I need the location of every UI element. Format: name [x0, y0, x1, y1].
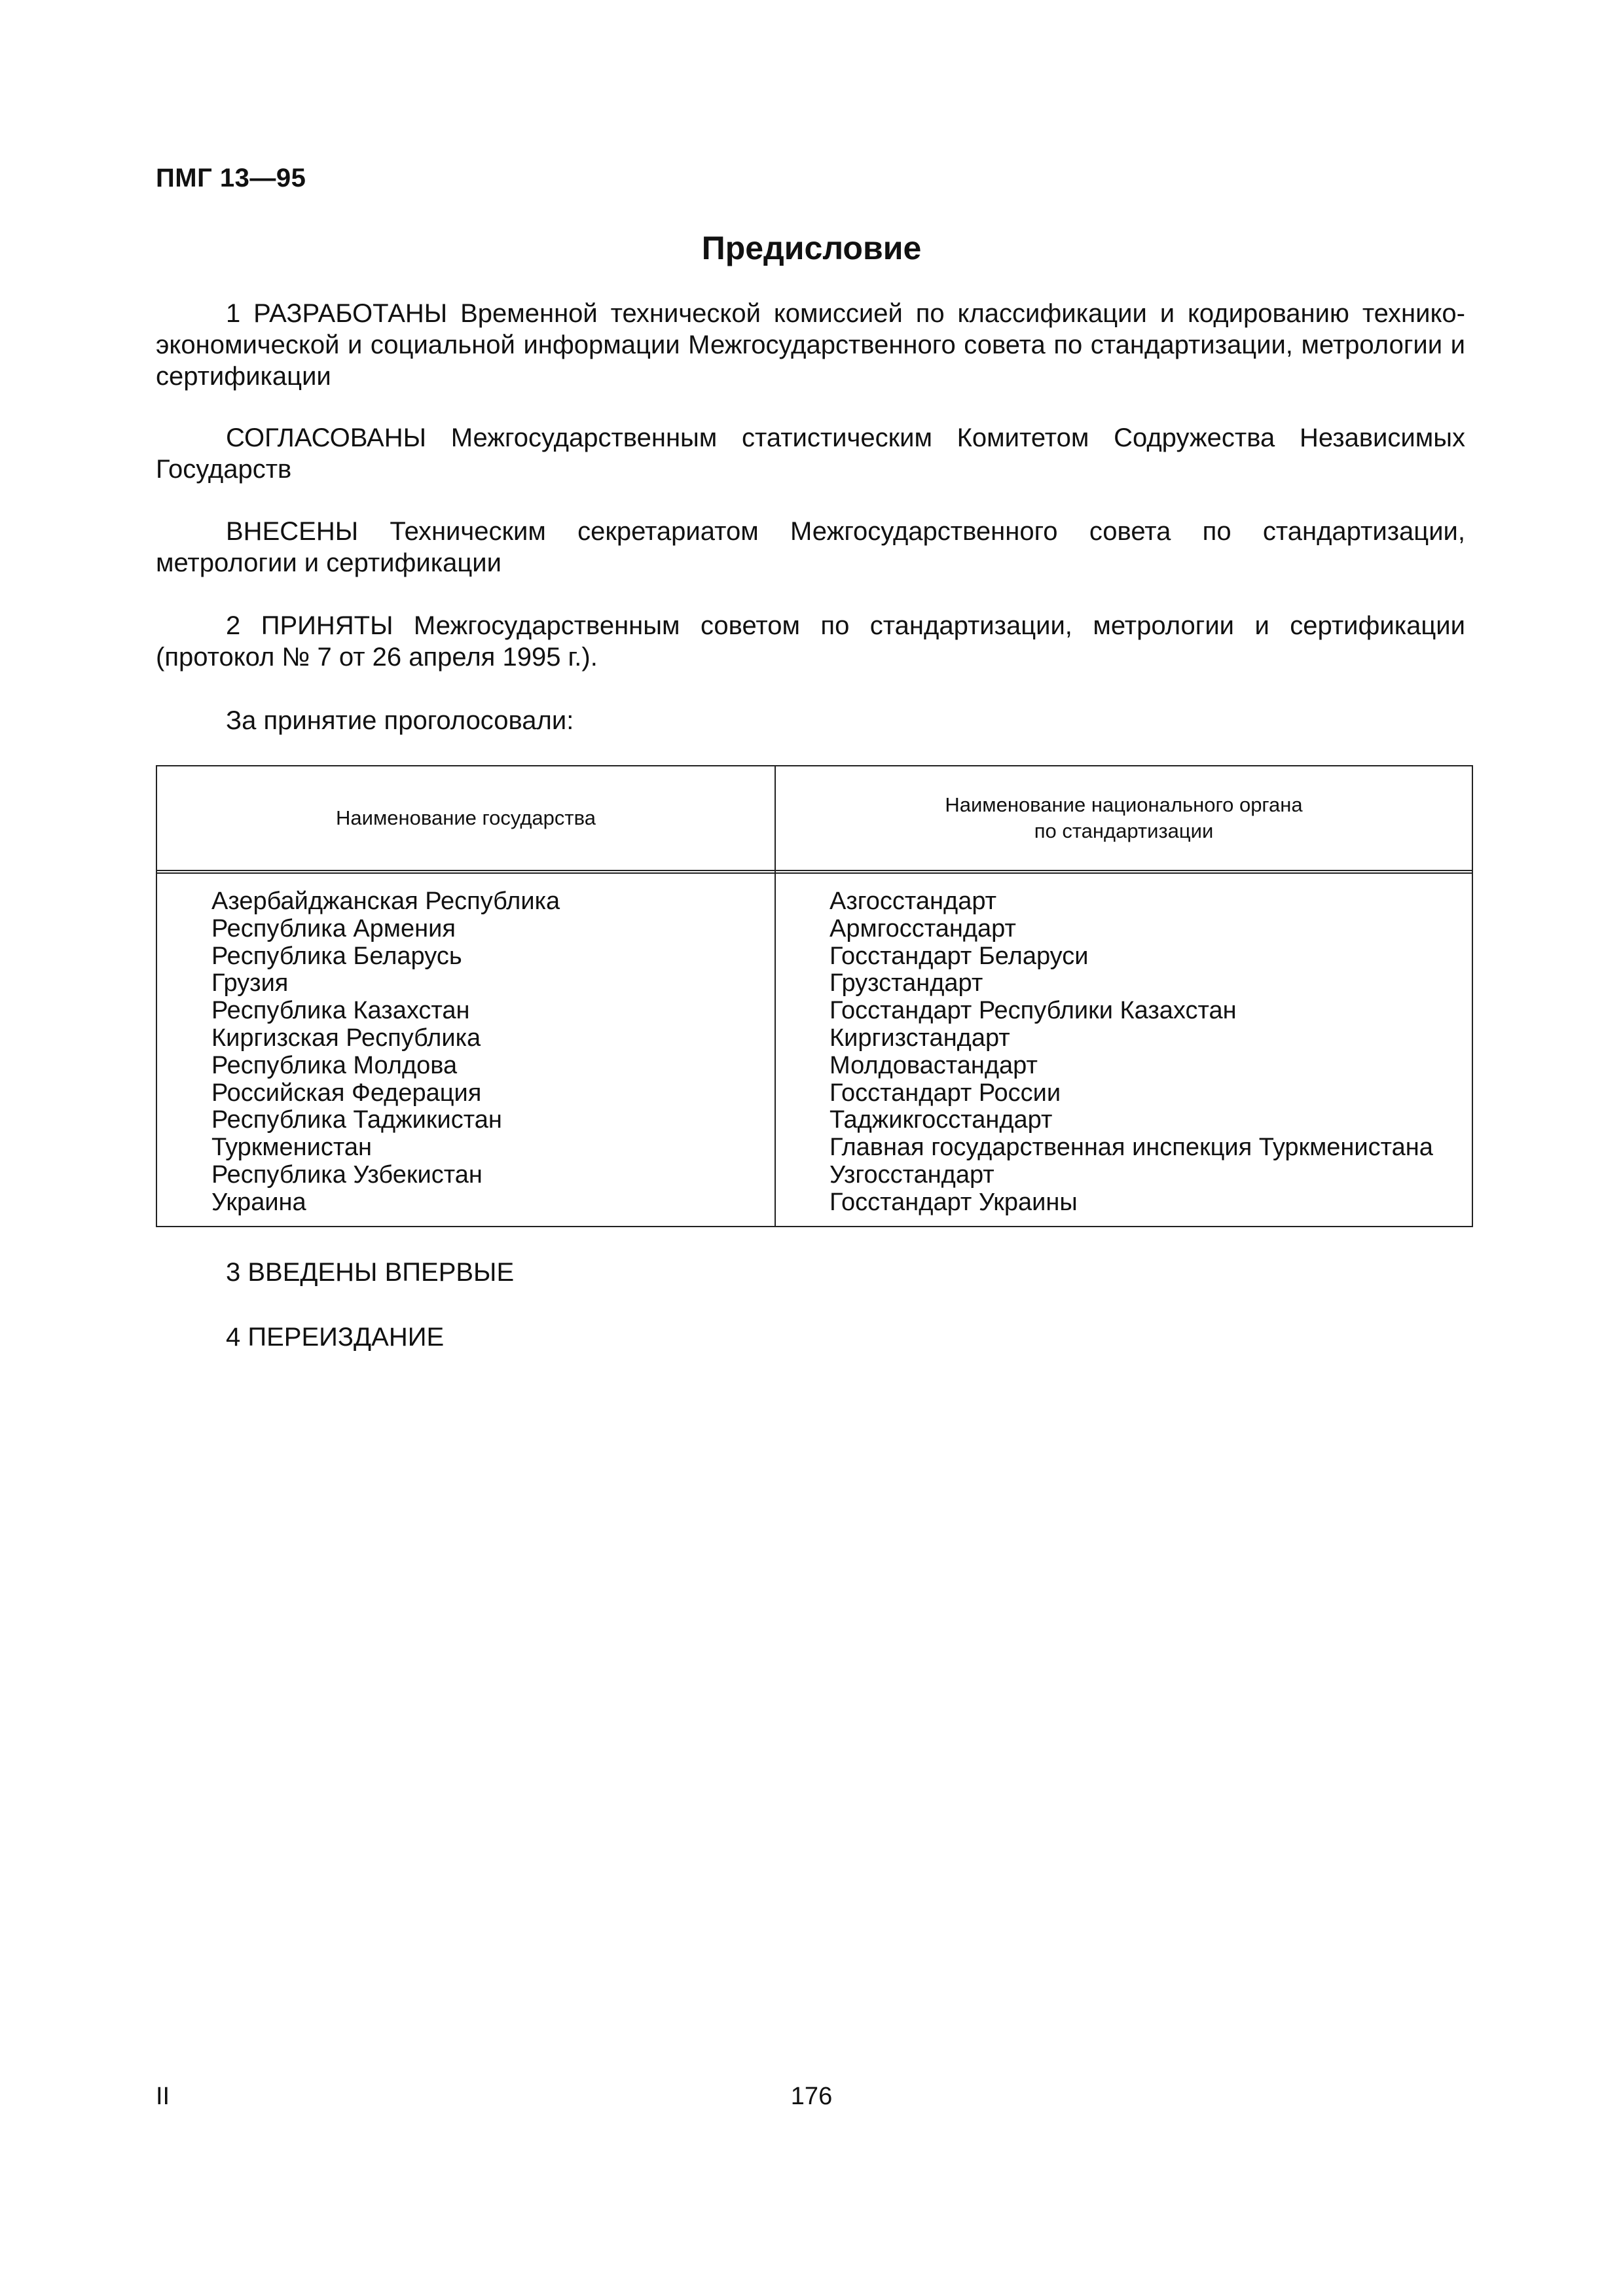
- paragraph-adopted: 2 ПРИНЯТЫ Межгосударственным советом по стандартизации, метрологии и сертификации (протокол № 7 от 26 апреля 1995 г.).: [156, 611, 1465, 672]
- state-list: [211, 888, 560, 1217]
- page-number: 176: [790, 2083, 833, 2110]
- standards-body-cell: Армгосстандарт: [830, 914, 1016, 942]
- paragraph-submitted: ВНЕСЕНЫ Техническим секретариатом Межгосударственного совета по стандартизации, метрологии и сертификации: [156, 517, 1465, 577]
- state-cell: Украина: [211, 1188, 306, 1216]
- standards-body-cell: Грузстандарт: [830, 969, 983, 997]
- standards-body-cell: Госстандарт Республики Казахстан: [830, 997, 1237, 1025]
- table-header-body-line1: Наименование национального органа: [945, 793, 1303, 816]
- state-cell: Республика Казахстан: [211, 997, 470, 1025]
- standards-body-cell: Азгосстандарт: [830, 888, 997, 915]
- state-cell: Республика Беларусь: [211, 942, 462, 970]
- standards-body-cell: Узгосстандарт: [830, 1160, 994, 1189]
- state-cell: Республика Таджикистан: [211, 1106, 502, 1134]
- state-cell: Киргизская Республика: [211, 1024, 481, 1052]
- standards-body-cell: Киргизстандарт: [830, 1024, 1010, 1052]
- roman-page-number: II: [156, 2083, 170, 2110]
- state-cell: Республика Молдова: [211, 1051, 458, 1079]
- paragraph-agreed: СОГЛАСОВАНЫ Межгосударственным статистическим Комитетом Содружества Независимых Государств: [156, 423, 1465, 484]
- state-cell: Азербайджанская Республика: [211, 888, 560, 915]
- state-cell: Российская Федерация: [211, 1079, 482, 1107]
- state-cell: Грузия: [211, 969, 289, 997]
- standards-body-cell: Госстандарт России: [830, 1079, 1061, 1107]
- paragraph-reissue: 4 ПЕРЕИЗДАНИЕ: [226, 1323, 445, 1352]
- standards-body-cell: Таджикгосстандарт: [830, 1106, 1053, 1134]
- standards-body-cell: Госстандарт Украины: [830, 1188, 1078, 1216]
- voting-table: [156, 765, 1473, 1227]
- paragraph-voted: За принятие проголосовали:: [226, 706, 574, 735]
- table-header-body: [776, 766, 1472, 870]
- standards-body-cell: Молдовастандарт: [830, 1051, 1038, 1079]
- table-header-state-label: Наименование государства: [336, 806, 596, 829]
- paragraph-introduced: 3 ВВЕДЕНЫ ВПЕРВЫЕ: [226, 1258, 515, 1287]
- table-header-state: [157, 766, 775, 870]
- standards-body-list: [830, 888, 1433, 1217]
- paragraph-developed: 1 РАЗРАБОТАНЫ Временной технической комиссией по классификации и кодированию технико-экономической и социальной информации Межгосударственного совета по стандартизации, метрологии и сертификации: [156, 299, 1465, 391]
- state-cell: Республика Узбекистан: [211, 1160, 483, 1189]
- state-cell: Республика Армения: [211, 914, 456, 942]
- standards-body-cell: Главная государственная инспекция Туркменистана: [830, 1134, 1433, 1162]
- page-title: Предисловие: [701, 230, 922, 266]
- table-header-body-line2: по стандартизации: [1034, 819, 1214, 842]
- state-cell: Туркменистан: [211, 1134, 372, 1162]
- standards-body-cell: Госстандарт Беларуси: [830, 942, 1089, 970]
- document-code: ПМГ 13—95: [156, 164, 306, 192]
- table-header-divider: [157, 870, 1472, 874]
